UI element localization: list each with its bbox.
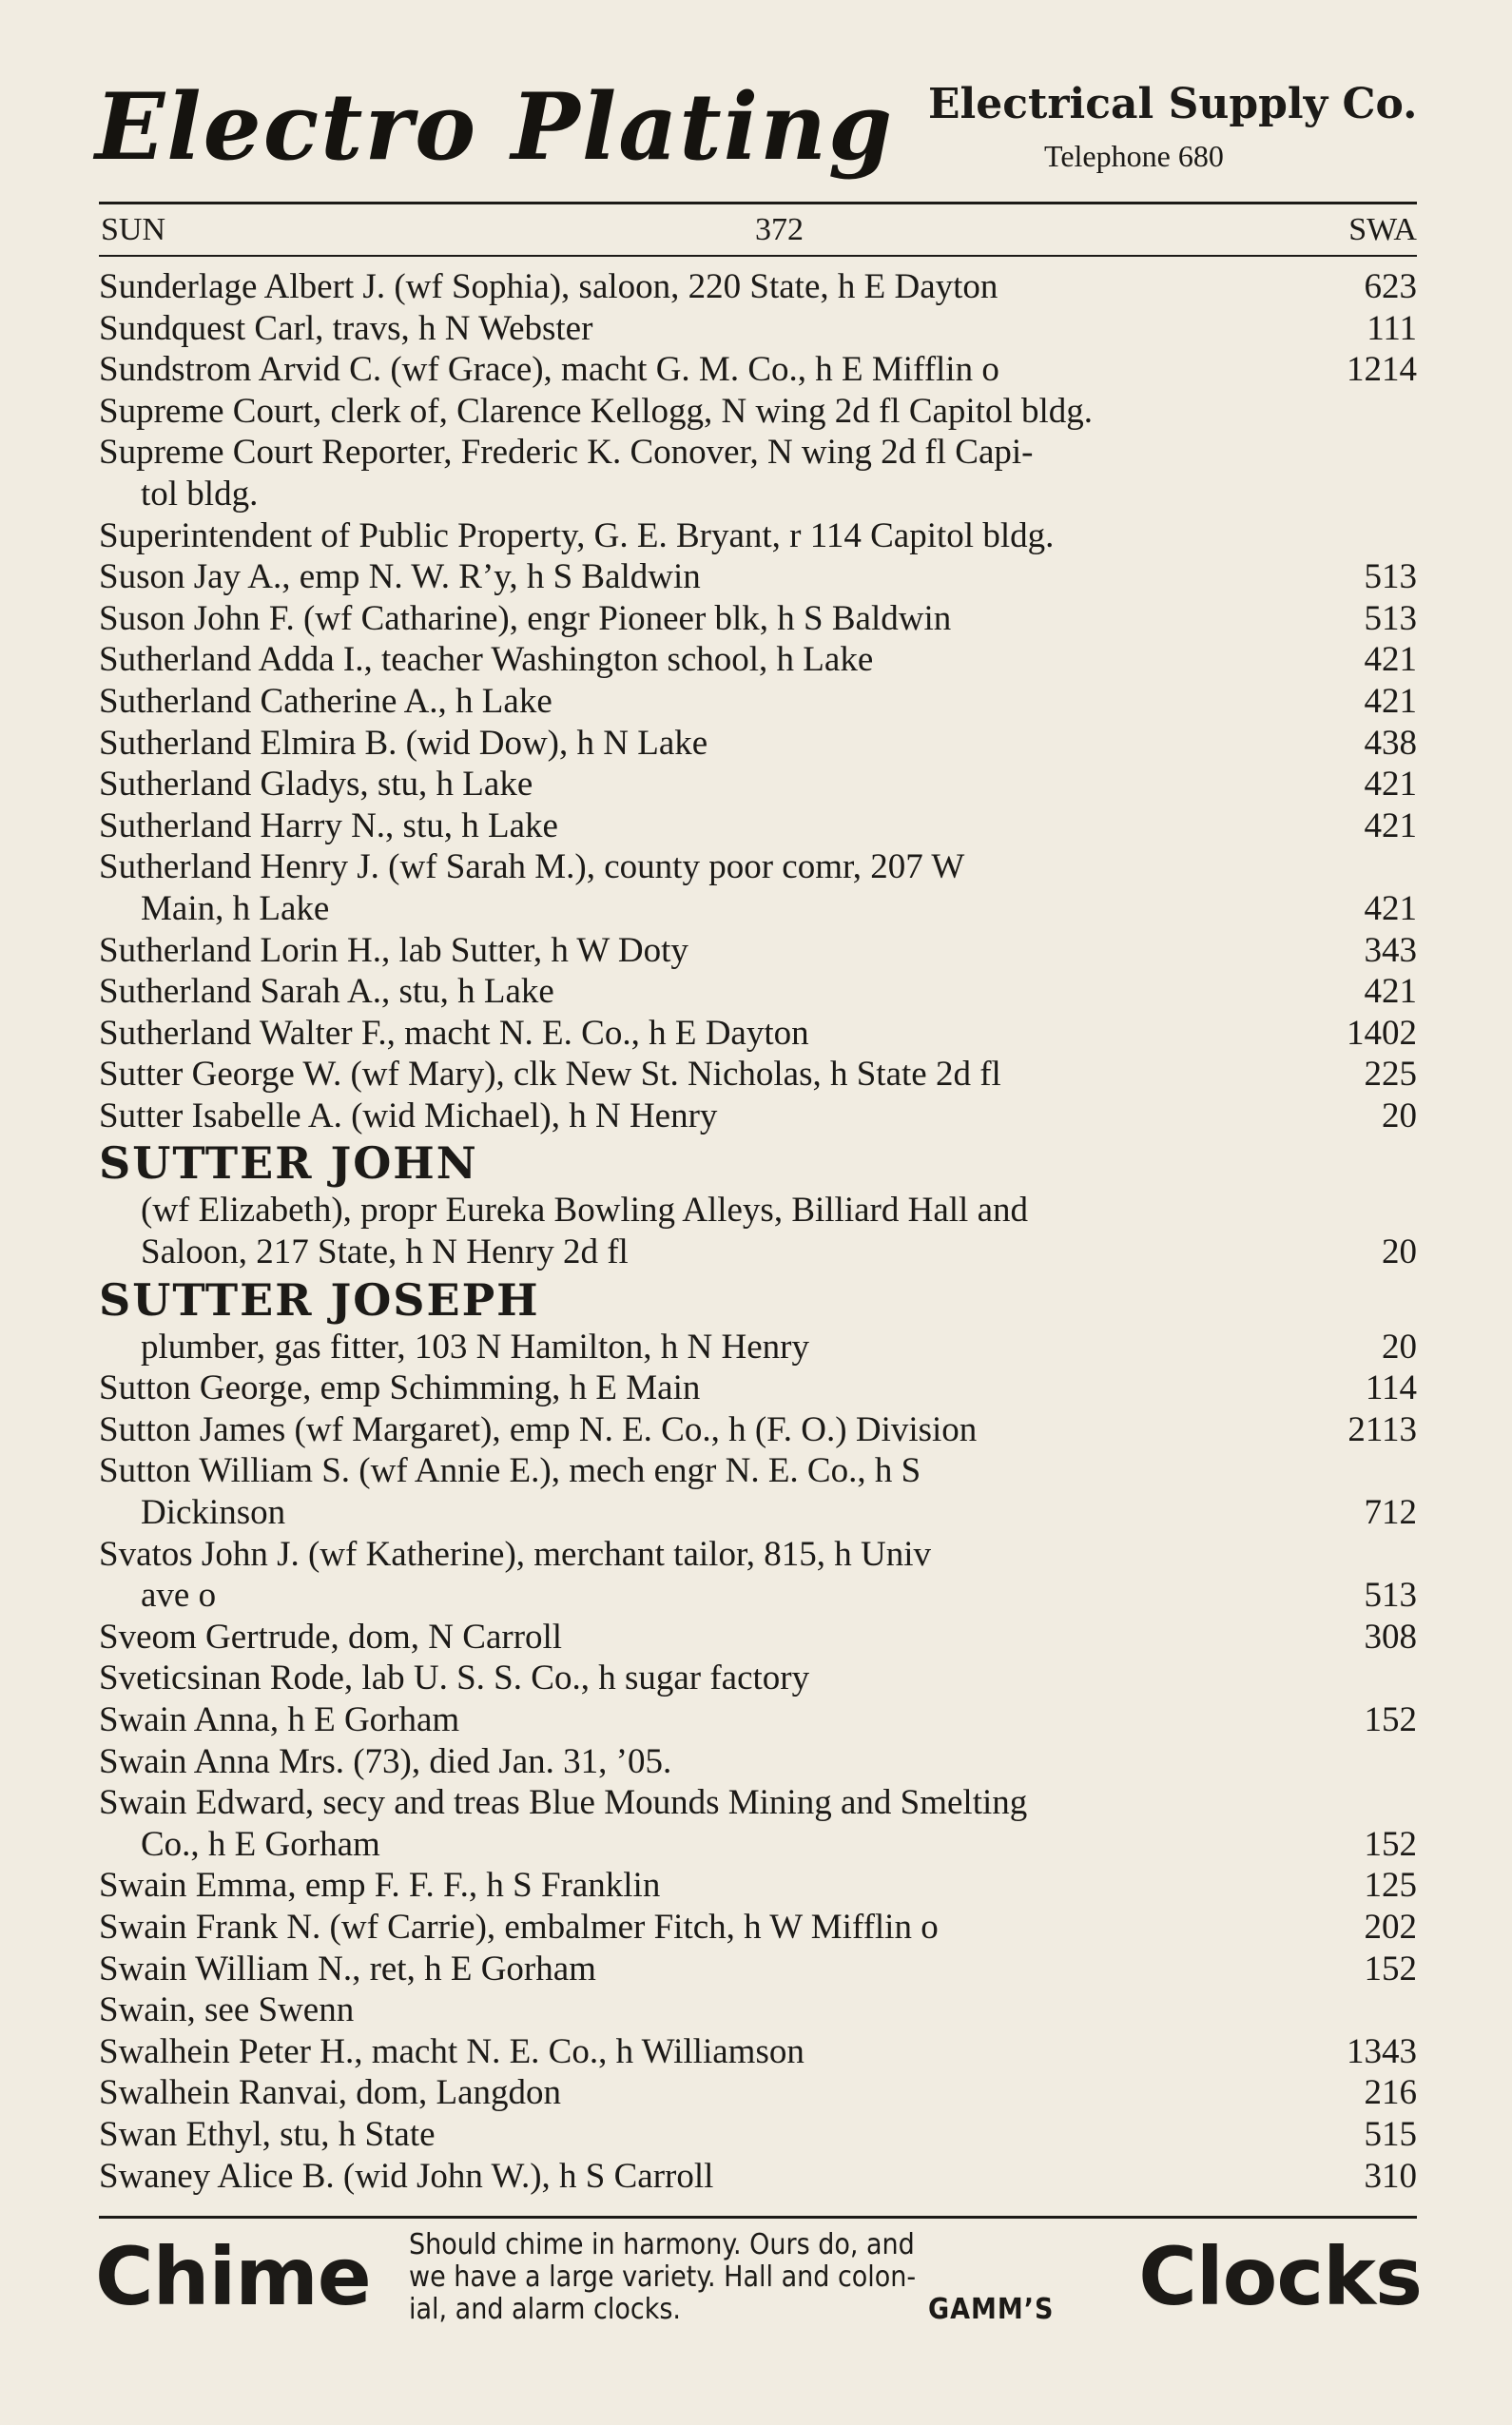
directory-entry [99, 266, 1417, 308]
entry-text: Sutton William S. (wf Annie E.), mech engr N. E. Co., h S [99, 1451, 921, 1491]
entry-text: Suson Jay A., emp N. W. R’y, h S Baldwin [99, 557, 701, 597]
entry-text: Swan Ethyl, stu, h State [99, 2114, 436, 2154]
entry-text: Sutton George, emp Schimming, h E Main [99, 1368, 701, 1408]
entry-phone-number: 513 [1364, 1576, 1417, 1616]
entry-phone-number: 421 [1364, 681, 1417, 721]
entry-phone-number: 513 [1364, 557, 1417, 597]
entry-line [99, 805, 1417, 847]
entry-line [99, 1907, 1417, 1949]
directory-entry [99, 1368, 1417, 1409]
entry-line [99, 474, 1417, 515]
directory-entry [99, 1136, 1417, 1272]
entry-line [99, 1617, 1417, 1659]
entry-text: Sundquest Carl, travs, h N Webster [99, 308, 593, 348]
entry-line [99, 1054, 1417, 1096]
entry-line [99, 308, 1417, 350]
directory-entry [99, 1534, 1417, 1617]
entry-line [99, 391, 1417, 433]
entry-text: Swain Anna Mrs. (73), died Jan. 31, ’05. [99, 1741, 672, 1781]
directory-entry [99, 846, 1417, 929]
directory-entry [99, 639, 1417, 681]
entry-phone-number: 712 [1364, 1493, 1417, 1533]
entry-line [99, 723, 1417, 765]
entry-phone-number: 125 [1364, 1866, 1417, 1906]
ad-bottom-right-word: Clocks [1138, 2230, 1422, 2323]
directory-entry [99, 2072, 1417, 2114]
directory-entry [99, 556, 1417, 598]
entry-line [99, 1232, 1417, 1273]
entry-text: Sutherland Gladys, stu, h Lake [99, 765, 533, 805]
entry-line [99, 1368, 1417, 1409]
ad-title: Electro Plating [95, 73, 895, 181]
entry-text: Sutherland Harry N., stu, h Lake [99, 805, 558, 845]
ad-bottom-line: we have a large variety. Hall and colon- [409, 2260, 917, 2294]
ad-bottom-line-last [409, 2294, 1151, 2326]
entry-line [99, 681, 1417, 723]
entry-line [99, 764, 1417, 805]
footer-rule [99, 2216, 1417, 2219]
entry-text: Svatos John J. (wf Katherine), merchant tailor, 815, h Univ [99, 1534, 932, 1574]
directory-entry [99, 681, 1417, 723]
entry-line [99, 1989, 1417, 2031]
entry-line [99, 2114, 1417, 2156]
directory-entry [99, 1617, 1417, 1659]
entry-line [99, 432, 1417, 474]
directory-entry [99, 1409, 1417, 1451]
directory-entry [99, 723, 1417, 765]
entry-text: Saloon, 217 State, h N Henry 2d fl [141, 1232, 629, 1272]
entry-text: Swain Edward, secy and treas Blue Mounds Mining and Smelting [99, 1783, 1028, 1823]
entry-line [99, 556, 1417, 598]
directory-entry [99, 391, 1417, 433]
entry-text: Swalhein Ranvai, dom, Langdon [99, 2073, 562, 2113]
entry-line [99, 1949, 1417, 1990]
entry-phone-number: 152 [1364, 1824, 1417, 1864]
directory-entry [99, 1782, 1417, 1865]
entry-text: plumber, gas fitter, 103 N Hamilton, h N Henry [141, 1327, 809, 1367]
directory-listing [99, 266, 1417, 2197]
entry-line [99, 2031, 1417, 2073]
ad-bottom-left-word: Chime [95, 2230, 371, 2323]
directory-entry [99, 971, 1417, 1013]
entry-phone-number: 1402 [1347, 1013, 1417, 1053]
entry-line [99, 846, 1417, 888]
entry-line [99, 515, 1417, 557]
entry-line [99, 1534, 1417, 1576]
entry-text: Swalhein Peter H., macht N. E. Co., h Williamson [99, 2031, 804, 2071]
ad-telephone: Telephone 680 [1044, 139, 1224, 173]
entry-line [99, 1699, 1417, 1741]
entry-phone-number: 438 [1364, 723, 1417, 763]
directory-entry [99, 1013, 1417, 1055]
directory-entry [99, 764, 1417, 805]
running-head-left: SUN [101, 212, 166, 247]
entry-phone-number: 216 [1364, 2073, 1417, 2113]
entry-text: Sutherland Adda I., teacher Washington school, h Lake [99, 640, 874, 680]
entry-phone-number: 421 [1364, 888, 1417, 928]
entry-text: Sutter George W. (wf Mary), clk New St. Nicholas, h State 2d fl [99, 1055, 1001, 1095]
entry-phone-number: 225 [1364, 1055, 1417, 1095]
entry-text: Sveticsinan Rode, lab U. S. S. Co., h sugar factory [99, 1659, 810, 1698]
entry-line [99, 1409, 1417, 1451]
entry-phone-number: 1343 [1347, 2031, 1417, 2071]
entry-phone-number: 1214 [1347, 350, 1417, 390]
entry-line [99, 266, 1417, 308]
entry-line [99, 888, 1417, 930]
directory-entry [99, 2156, 1417, 2198]
entry-phone-number: 421 [1364, 765, 1417, 805]
entry-text: Sveom Gertrude, dom, N Carroll [99, 1617, 563, 1657]
entry-phone-number: 515 [1364, 2114, 1417, 2154]
entry-text: Swain Frank N. (wf Carrie), embalmer Fitch, h W Mifflin o [99, 1907, 939, 1947]
entry-phone-number: 152 [1364, 1700, 1417, 1739]
entry-text: Swain William N., ret, h E Gorham [99, 1949, 596, 1988]
header-rule-bottom [99, 255, 1417, 257]
directory-entry [99, 308, 1417, 350]
entry-line [99, 2072, 1417, 2114]
entry-line [99, 1450, 1417, 1492]
entry-phone-number: 421 [1364, 972, 1417, 1012]
entry-text: Sutherland Walter F., macht N. E. Co., h E Dayton [99, 1013, 809, 1053]
directory-entry [99, 1096, 1417, 1137]
running-header [99, 211, 1417, 249]
entry-line [99, 1327, 1417, 1368]
entry-line [99, 1013, 1417, 1055]
ad-bottom-copy [409, 2229, 1151, 2326]
entry-phone-number: 421 [1364, 640, 1417, 680]
entry-text: Sunderlage Albert J. (wf Sophia), saloon, 220 State, h E Dayton [99, 267, 998, 306]
directory-entry [99, 598, 1417, 640]
entry-text: Superintendent of Public Property, G. E. Bryant, r 114 Capitol bldg. [99, 515, 1055, 555]
entry-text: Sundstrom Arvid C. (wf Grace), macht G. M. Co., h E Mifflin o [99, 350, 999, 390]
entry-text: Swain Emma, emp F. F. F., h S Franklin [99, 1866, 661, 1906]
header-rule-top [99, 202, 1417, 204]
entry-phone-number: 20 [1382, 1232, 1417, 1272]
entry-text: Suson John F. (wf Catharine), engr Pioneer blk, h S Baldwin [99, 598, 952, 638]
ad-company-name: Electrical Supply Co. [928, 80, 1418, 128]
entry-text: ave o [141, 1576, 217, 1616]
directory-entry [99, 1989, 1417, 2031]
entry-text: Supreme Court Reporter, Frederic K. Conover, N wing 2d fl Capi- [99, 433, 1034, 473]
entry-phone-number: 20 [1382, 1327, 1417, 1367]
entry-text: Swain Anna, h E Gorham [99, 1700, 460, 1739]
directory-entry [99, 1054, 1417, 1096]
entry-line [99, 1096, 1417, 1137]
ad-bottom-line: Should chime in harmony. Ours do, and [409, 2228, 915, 2261]
entry-line [99, 1824, 1417, 1866]
entry-text: Sutherland Catherine A., h Lake [99, 681, 552, 721]
entry-phone-number: 114 [1365, 1368, 1417, 1408]
entry-heading: SUTTER JOHN [99, 1137, 478, 1190]
entry-phone-number: 20 [1382, 1096, 1417, 1135]
directory-entry [99, 1699, 1417, 1741]
entry-text: Dickinson [141, 1493, 286, 1533]
entry-text: (wf Elizabeth), propr Eureka Bowling Alleys, Billiard Hall and [141, 1191, 1028, 1231]
directory-entry [99, 1658, 1417, 1699]
directory-entry [99, 1273, 1417, 1368]
directory-entry [99, 1865, 1417, 1907]
entry-phone-number: 202 [1364, 1907, 1417, 1947]
directory-entry [99, 432, 1417, 514]
entry-line [99, 1658, 1417, 1699]
entry-phone-number: 421 [1364, 805, 1417, 845]
entry-text: Swaney Alice B. (wid John W.), h S Carroll [99, 2156, 714, 2196]
entry-line [99, 2156, 1417, 2198]
directory-entry [99, 2031, 1417, 2073]
entry-text: Main, h Lake [141, 888, 330, 928]
directory-entry [99, 1741, 1417, 1783]
directory-entry [99, 805, 1417, 847]
directory-entry [99, 1907, 1417, 1949]
entry-line [99, 1741, 1417, 1783]
directory-entry [99, 349, 1417, 391]
entry-phone-number: 308 [1364, 1617, 1417, 1657]
running-head-right: SWA [1348, 212, 1417, 247]
bottom-advertisement [95, 2225, 1422, 2330]
entry-text: Supreme Court, clerk of, Clarence Kellogg, N wing 2d fl Capitol bldg. [99, 391, 1094, 431]
entry-phone-number: 152 [1364, 1949, 1417, 1988]
entry-text: Sutherland Sarah A., stu, h Lake [99, 972, 554, 1012]
entry-phone-number: 513 [1364, 598, 1417, 638]
entry-phone-number: 2113 [1347, 1409, 1417, 1449]
entry-line [99, 349, 1417, 391]
directory-entry [99, 930, 1417, 972]
entry-text: Sutter Isabelle A. (wid Michael), h N Henry [99, 1096, 718, 1135]
entry-line [99, 1575, 1417, 1617]
entry-phone-number: 623 [1364, 267, 1417, 306]
entry-line [99, 1865, 1417, 1907]
page-number: 372 [755, 212, 804, 247]
entry-line [99, 639, 1417, 681]
entry-line [99, 930, 1417, 972]
ad-bottom-line: ial, and alarm clocks. [409, 2293, 681, 2326]
directory-entry [99, 2114, 1417, 2156]
entry-line [99, 598, 1417, 640]
entry-heading: SUTTER JOSEPH [99, 1273, 540, 1326]
entry-line [99, 971, 1417, 1013]
directory-entry [99, 1450, 1417, 1533]
entry-line [99, 1190, 1417, 1232]
directory-entry [99, 515, 1417, 557]
entry-phone-number: 310 [1364, 2156, 1417, 2196]
entry-text: Swain, see Swenn [99, 1990, 355, 2030]
entry-text: Sutherland Elmira B. (wid Dow), h N Lake [99, 723, 708, 763]
entry-text: Sutton James (wf Margaret), emp N. E. Co., h (F. O.) Division [99, 1409, 978, 1449]
entry-line [99, 1782, 1417, 1824]
entry-text: Sutherland Henry J. (wf Sarah M.), county poor comr, 207 W [99, 847, 965, 887]
directory-entry [99, 1949, 1417, 1990]
entry-phone-number: 343 [1364, 930, 1417, 970]
entry-text: tol bldg. [141, 474, 259, 514]
entry-phone-number: 111 [1367, 308, 1417, 348]
top-advertisement [95, 73, 1422, 200]
entry-text: Sutherland Lorin H., lab Sutter, h W Doty [99, 930, 688, 970]
ad-brand-name: GAMM’S [928, 2293, 1055, 2326]
entry-line [99, 1492, 1417, 1534]
entry-text: Co., h E Gorham [141, 1824, 380, 1864]
